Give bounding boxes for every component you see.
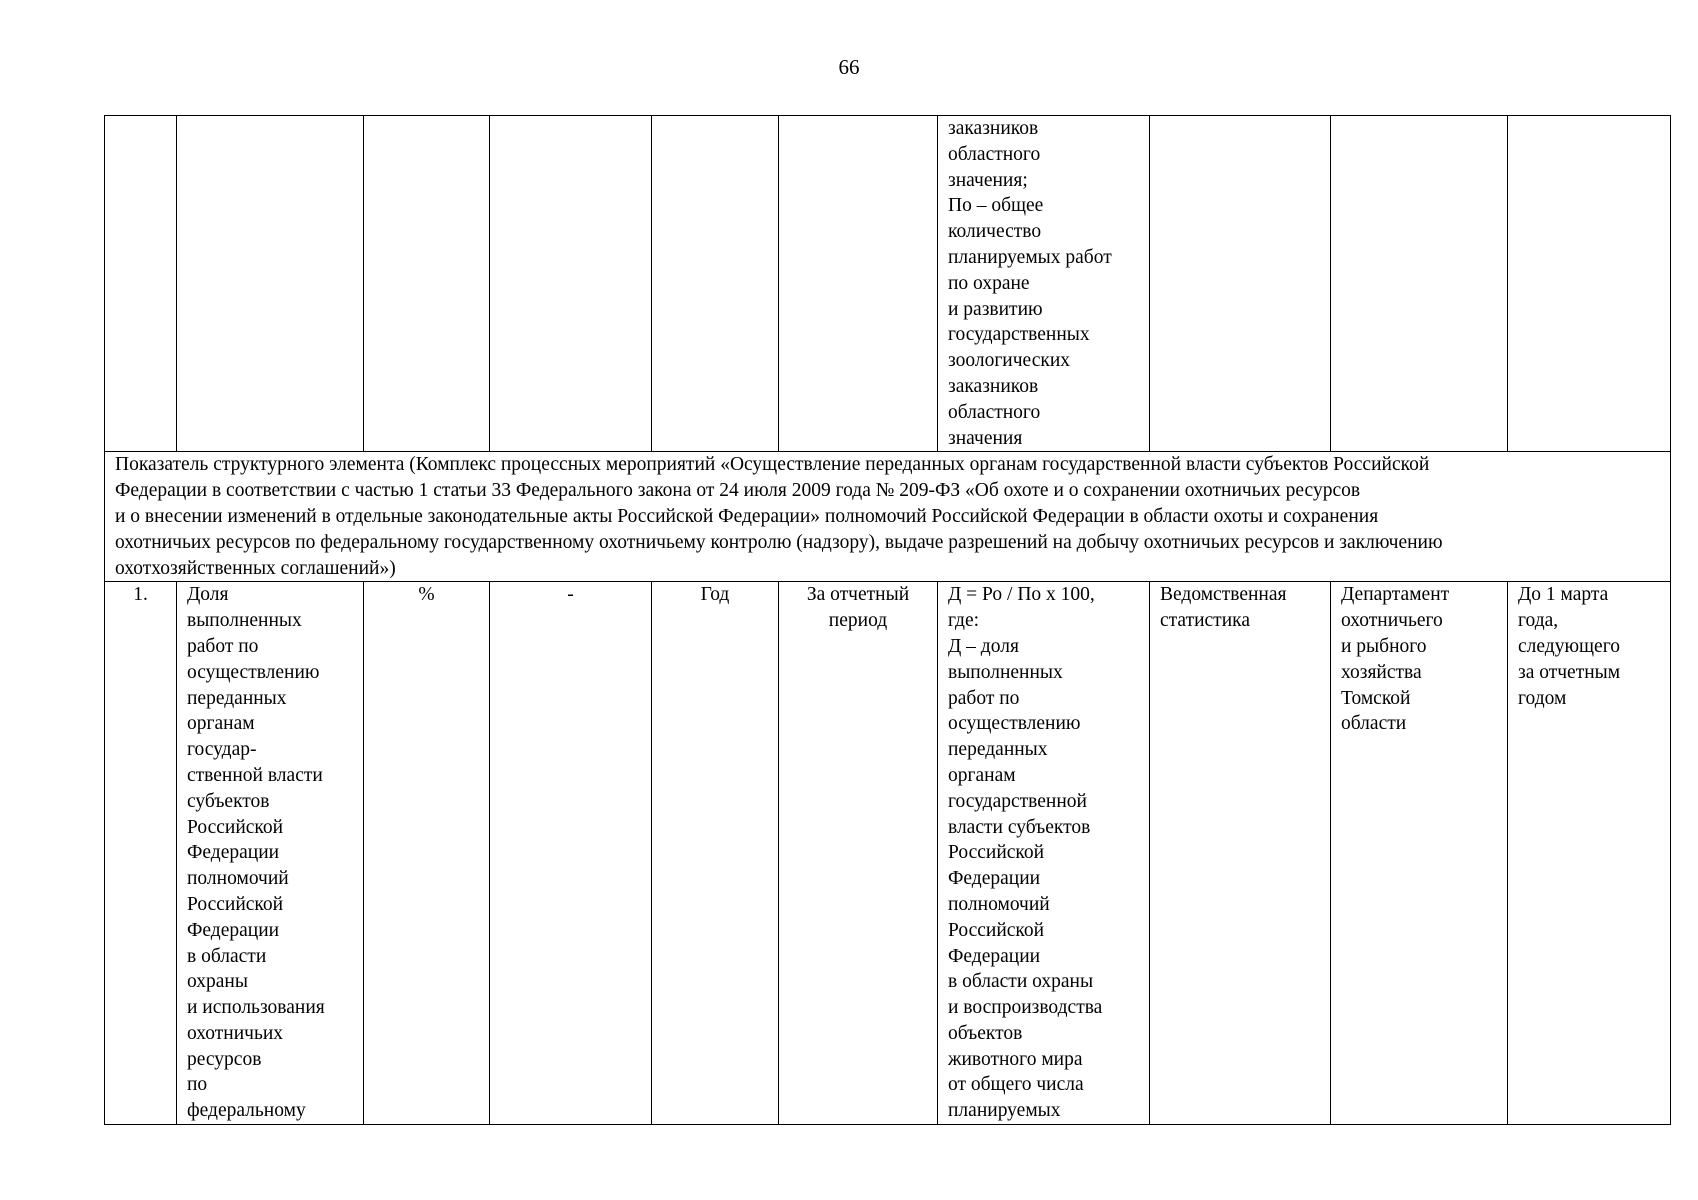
text-line: ресурсов xyxy=(187,1048,262,1070)
text-line: где: xyxy=(948,610,980,632)
text-line: и развитию xyxy=(948,298,1043,320)
cell-unit: % xyxy=(364,582,490,1125)
text-line: ственной власти xyxy=(187,764,323,786)
text-line: за отчетным xyxy=(1518,661,1621,683)
text-line: Федерации xyxy=(948,868,1041,890)
cell-responsible xyxy=(1331,582,1508,1125)
text-line: областного xyxy=(948,401,1041,423)
cell-period xyxy=(779,582,938,1125)
text-line: и рыбного xyxy=(1341,635,1427,657)
cell-dash: - xyxy=(490,582,652,1125)
text-line: полномочий xyxy=(187,868,289,890)
text-line: органам xyxy=(187,713,255,735)
text-line: охотничьих ресурсов по федеральному государственному охотничьему контролю (надзору), выдаче разрешений на добычу охотничьих ресурсов и заключению xyxy=(115,531,1443,553)
cell-indicator-name xyxy=(177,582,364,1125)
text-line: объектов xyxy=(948,1022,1023,1044)
text-line: власти субъектов xyxy=(948,816,1091,838)
text-line: За отчетный xyxy=(806,584,910,606)
text-line: Федерации xyxy=(187,842,280,864)
text-line: осуществлению xyxy=(187,661,320,683)
text-line: в области охраны xyxy=(948,971,1094,993)
text-line: Федерации xyxy=(187,919,280,941)
text-line: и воспроизводства xyxy=(948,997,1103,1019)
text-line: Д – доля xyxy=(948,635,1019,657)
cell-empty xyxy=(652,116,779,452)
text-line: и использования xyxy=(187,997,325,1019)
cell-row-number: 1. xyxy=(105,582,177,1125)
cell-empty xyxy=(1508,116,1671,452)
cell-deadline xyxy=(1508,582,1671,1125)
cell-empty xyxy=(490,116,652,452)
text-line: До 1 марта xyxy=(1518,584,1609,606)
text-line: выполненных xyxy=(187,610,302,632)
text-line: животного мира xyxy=(948,1048,1083,1070)
text-line: годом xyxy=(1518,687,1567,709)
cell-empty xyxy=(779,116,938,452)
text-line: планируемых xyxy=(948,1100,1061,1122)
text-line: По – общее xyxy=(948,195,1044,217)
table-row-section-header xyxy=(105,452,1671,582)
text-line: Федерации xyxy=(948,945,1041,967)
text-line: значения xyxy=(948,427,1023,449)
table-row-indicator-1 xyxy=(105,582,1671,1125)
cell-empty xyxy=(177,116,364,452)
text-line: по охране xyxy=(948,272,1030,294)
text-line: государственных xyxy=(948,324,1090,346)
text-line: переданных xyxy=(187,687,287,709)
text-line: органам xyxy=(948,764,1016,786)
cell-empty xyxy=(1150,116,1331,452)
text-line: государ- xyxy=(187,739,257,761)
text-line: Федерации в соответствии с частью 1 статьи 33 Федерального закона от 24 июля 2009 года № 209-ФЗ «Об охоте и о сохранении охотничьих ресурсов xyxy=(115,480,1361,502)
text-line: охотхозяйственных соглашений») xyxy=(115,557,396,579)
text-line: Российской xyxy=(187,816,284,838)
text-line: субъектов xyxy=(187,790,270,812)
text-line: государственной xyxy=(948,790,1087,812)
text-line: федеральному xyxy=(187,1100,306,1122)
text-line: следующего xyxy=(1518,635,1620,657)
text-line: Д = Ро / По х 100, xyxy=(948,584,1095,606)
text-line: заказников xyxy=(948,118,1039,139)
text-line: Показатель структурного элемента (Комплекс процессных мероприятий «Осуществление переданных органам государственной власти субъектов Российской xyxy=(115,454,1430,476)
cell-formula xyxy=(938,582,1150,1125)
text-line: области xyxy=(1341,713,1407,735)
text-line: Ведомственная xyxy=(1160,584,1287,606)
text-line: охраны xyxy=(187,971,248,993)
text-line: работ по xyxy=(187,635,259,657)
table-row-continuation xyxy=(105,116,1671,452)
text-line: Российской xyxy=(948,919,1045,941)
text-line: охотничьего xyxy=(1341,610,1443,632)
page-number: 66 xyxy=(838,55,860,79)
text-line: зоологических xyxy=(948,350,1071,372)
cell-formula-continuation xyxy=(938,116,1150,452)
text-line: Томской xyxy=(1341,687,1411,709)
text-line: областного xyxy=(948,143,1041,165)
text-line: заказников xyxy=(948,375,1039,397)
section-header-cell xyxy=(105,452,1671,582)
text-line: по xyxy=(187,1074,208,1096)
text-line: года, xyxy=(1518,610,1559,632)
text-line: хозяйства xyxy=(1341,661,1422,683)
text-line: статистика xyxy=(1160,610,1250,632)
text-line: Департамент xyxy=(1341,584,1450,606)
text-line: значения; xyxy=(948,169,1028,191)
cell-data-source xyxy=(1150,582,1331,1125)
text-line: Российской xyxy=(948,842,1045,864)
cell-periodicity: Год xyxy=(652,582,779,1125)
text-line: осуществлению xyxy=(948,713,1081,735)
text-line: Российской xyxy=(187,893,284,915)
text-line: в области xyxy=(187,945,267,967)
text-line: переданных xyxy=(948,739,1048,761)
text-line: выполненных xyxy=(948,661,1063,683)
text-line: и о внесении изменений в отдельные законодательные акты Российской Федерации» полномочий Российской Федерации в области охоты и сохранения xyxy=(115,505,1379,527)
indicators-table xyxy=(104,115,1671,1125)
text-line: количество xyxy=(948,221,1042,243)
text-line: полномочий xyxy=(948,893,1050,915)
text-line: работ по xyxy=(948,687,1020,709)
text-line: планируемых работ xyxy=(948,246,1112,268)
text-line: Доля xyxy=(187,584,229,606)
cell-empty xyxy=(105,116,177,452)
text-line: период xyxy=(828,610,888,632)
cell-empty xyxy=(364,116,490,452)
text-line: от общего числа xyxy=(948,1074,1084,1096)
text-line: охотничьих xyxy=(187,1022,284,1044)
cell-empty xyxy=(1331,116,1508,452)
